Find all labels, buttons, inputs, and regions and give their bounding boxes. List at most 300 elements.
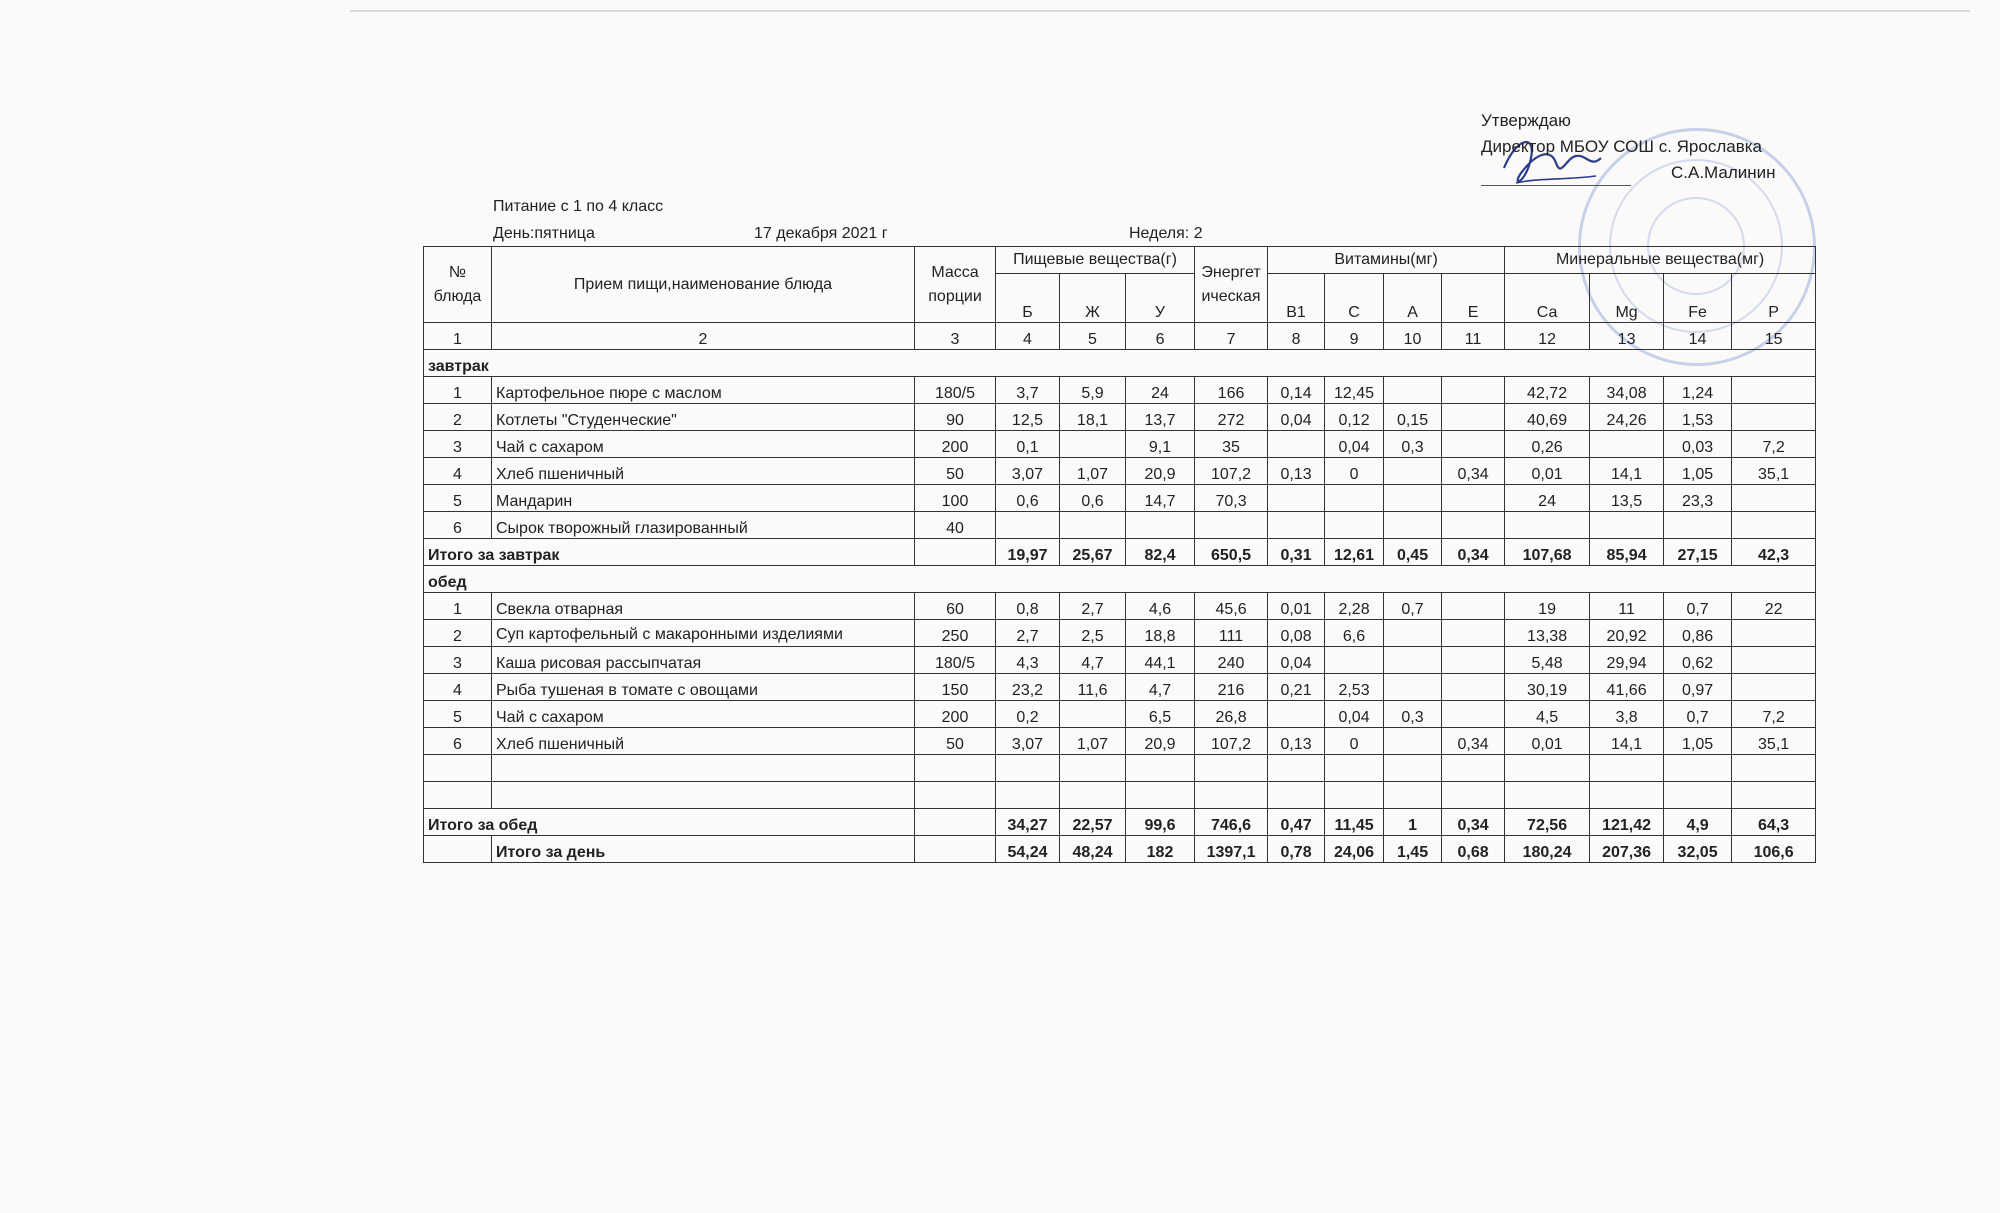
total-cell: 48,24 [1060,836,1126,863]
day-total-label: Итого за день [492,836,915,863]
table-cell: 0,6 [996,485,1060,512]
table-cell: 7,2 [1732,701,1816,728]
total-cell: 0,34 [1442,809,1505,836]
table-cell: 2 [424,620,492,647]
dish-name: Рыба тушеная в томате с овощами [492,674,915,701]
table-row [424,620,1816,647]
total-cell: 64,3 [1732,809,1816,836]
dish-name: Суп картофельный с макаронными изделиями [492,620,915,647]
table-cell: 100 [915,485,996,512]
column-number: 8 [1268,323,1325,350]
lunch-total-label: Итого за обед [424,809,915,836]
table-cell: 1,05 [1664,458,1732,485]
grades-label: Питание с 1 по 4 класс [493,198,664,215]
table-cell: 24 [1126,377,1195,404]
table-cell: 107,2 [1195,458,1268,485]
table-cell: 1,07 [1060,458,1126,485]
table-cell: 7,2 [1732,431,1816,458]
table-cell: 13,7 [1126,404,1195,431]
table-cell [1664,512,1732,539]
total-cell: 1397,1 [1195,836,1268,863]
col-header-fe: Fe [1664,274,1732,323]
table-cell: 240 [1195,647,1268,674]
table-row [424,728,1816,755]
table-cell [1505,782,1590,809]
table-cell [1325,755,1384,782]
table-cell: 6,6 [1325,620,1384,647]
table-cell [1384,674,1442,701]
approval-block [1481,108,1776,186]
table-cell: 12,5 [996,404,1060,431]
table-cell: 44,1 [1126,647,1195,674]
table-cell [996,755,1060,782]
table-cell: 0,6 [1060,485,1126,512]
table-cell: 2,7 [1060,593,1126,620]
table-cell [1268,431,1325,458]
col-header-nutrients: Пищевые вещества(г) [996,247,1195,274]
column-number: 7 [1195,323,1268,350]
total-cell: 182 [1126,836,1195,863]
table-cell: 3,07 [996,728,1060,755]
week-label: Неделя: 2 [1129,225,1203,242]
table-cell: 30,19 [1505,674,1590,701]
table-cell: 111 [1195,620,1268,647]
table-cell: 2,7 [996,620,1060,647]
table-cell [424,782,492,809]
table-cell: 5 [424,485,492,512]
col-header-b1: В1 [1268,274,1325,323]
column-number: 5 [1060,323,1126,350]
table-cell [1442,647,1505,674]
table-cell [1060,782,1126,809]
column-number: 13 [1590,323,1664,350]
table-cell [1590,755,1664,782]
table-cell [1442,593,1505,620]
table-cell [1384,512,1442,539]
total-cell: 1,45 [1384,836,1442,863]
total-cell: 32,05 [1664,836,1732,863]
column-number: 3 [915,323,996,350]
table-cell [915,755,996,782]
table-cell [1268,485,1325,512]
table-cell [1384,755,1442,782]
table-cell: 22 [1732,593,1816,620]
table-cell [1590,512,1664,539]
total-cell: 1 [1384,809,1442,836]
total-cell: 19,97 [996,539,1060,566]
table-cell: 4 [424,674,492,701]
table-cell: 60 [915,593,996,620]
table-cell: 3,07 [996,458,1060,485]
table-cell: 0,7 [1384,593,1442,620]
table-cell: 20,92 [1590,620,1664,647]
table-cell: 216 [1195,674,1268,701]
table-cell: 14,1 [1590,728,1664,755]
col-header-p: Р [1732,274,1816,323]
dish-name [492,782,915,809]
table-cell: 4,6 [1126,593,1195,620]
table-cell: 5 [424,701,492,728]
total-cell: 0,78 [1268,836,1325,863]
table-cell: 35 [1195,431,1268,458]
table-cell [1060,431,1126,458]
table-cell: 45,6 [1195,593,1268,620]
table-cell [1126,512,1195,539]
table-cell [1126,782,1195,809]
table-cell [1384,620,1442,647]
table-cell: 0,86 [1664,620,1732,647]
table-cell: 150 [915,674,996,701]
total-cell: 34,27 [996,809,1060,836]
col-header-mg: Mg [1590,274,1664,323]
dish-name: Свекла отварная [492,593,915,620]
table-row [424,404,1816,431]
table-cell: 0,03 [1664,431,1732,458]
table-cell [1732,404,1816,431]
table-cell: 0,04 [1268,404,1325,431]
table-cell: 4,7 [1060,647,1126,674]
table-cell [1442,485,1505,512]
table-cell: 180/5 [915,377,996,404]
total-cell: 207,36 [1590,836,1664,863]
total-cell: 4,9 [1664,809,1732,836]
table-cell [915,782,996,809]
table-cell: 3 [424,647,492,674]
table-cell [1268,782,1325,809]
table-cell [1442,620,1505,647]
table-cell: 23,3 [1664,485,1732,512]
total-cell: 24,06 [1325,836,1384,863]
column-number: 1 [424,323,492,350]
total-cell: 99,6 [1126,809,1195,836]
table-cell: 0 [1325,458,1384,485]
table-cell: 24 [1505,485,1590,512]
table-cell [1060,755,1126,782]
table-cell: 19 [1505,593,1590,620]
table-cell [1126,755,1195,782]
table-cell [1732,782,1816,809]
table-cell: 35,1 [1732,458,1816,485]
column-number: 9 [1325,323,1384,350]
table-row [424,458,1816,485]
table-cell: 0,26 [1505,431,1590,458]
col-header-u: У [1126,274,1195,323]
lunch-section-row [424,566,1816,593]
col-header-no: № блюда [424,247,492,323]
table-cell [1505,755,1590,782]
breakfast-section-row [424,350,1816,377]
table-cell [1060,512,1126,539]
table-cell [1195,512,1268,539]
table-cell: 23,2 [996,674,1060,701]
table-cell: 0,62 [1664,647,1732,674]
table-cell [1732,512,1816,539]
table-cell: 0,34 [1442,458,1505,485]
table-cell [1732,377,1816,404]
col-header-energy: Энергетическая [1195,247,1268,323]
dish-name [492,755,915,782]
table-cell: 26,8 [1195,701,1268,728]
dish-name: Хлеб пшеничный [492,458,915,485]
table-cell: 34,08 [1590,377,1664,404]
total-cell: 22,57 [1060,809,1126,836]
table-cell [1732,647,1816,674]
table-row [424,431,1816,458]
breakfast-total-label: Итого за завтрак [424,539,915,566]
table-cell [1195,755,1268,782]
table-cell: 0,01 [1268,593,1325,620]
table-cell: 12,45 [1325,377,1384,404]
signature-line [1481,185,1631,186]
total-cell [915,809,996,836]
column-number: 14 [1664,323,1732,350]
dish-name: Картофельное пюре с маслом [492,377,915,404]
table-cell: 4 [424,458,492,485]
dish-name: Каша рисовая рассыпчатая [492,647,915,674]
table-cell [1732,485,1816,512]
table-cell: 0,3 [1384,431,1442,458]
table-cell: 4,5 [1505,701,1590,728]
table-cell: 42,72 [1505,377,1590,404]
menu-table [423,246,1816,863]
table-cell [1442,512,1505,539]
table-cell [1384,458,1442,485]
total-cell [915,539,996,566]
column-number: 15 [1732,323,1816,350]
table-cell: 0,34 [1442,728,1505,755]
table-cell: 0,12 [1325,404,1384,431]
table-cell: 0,1 [996,431,1060,458]
table-cell: 0,8 [996,593,1060,620]
table-cell: 40,69 [1505,404,1590,431]
table-row [424,674,1816,701]
total-cell: 106,6 [1732,836,1816,863]
table-cell [1590,782,1664,809]
table-cell: 0,13 [1268,728,1325,755]
dish-name: Котлеты "Студенческие" [492,404,915,431]
table-cell [1442,755,1505,782]
total-cell: 0,31 [1268,539,1325,566]
table-cell: 0,04 [1325,431,1384,458]
total-cell: 107,68 [1505,539,1590,566]
table-cell: 1,24 [1664,377,1732,404]
table-cell [1384,647,1442,674]
table-cell: 0,13 [1268,458,1325,485]
table-cell: 2 [424,404,492,431]
table-cell: 14,7 [1126,485,1195,512]
table-cell: 1 [424,593,492,620]
dish-name: Сырок творожный глазированный [492,512,915,539]
table-cell [1590,431,1664,458]
table-cell: 0 [1325,728,1384,755]
table-row [424,512,1816,539]
table-cell [1325,485,1384,512]
table-row [424,701,1816,728]
table-cell [1325,647,1384,674]
column-number: 2 [492,323,915,350]
table-cell: 13,38 [1505,620,1590,647]
col-header-b: Б [996,274,1060,323]
table-cell [1442,782,1505,809]
table-cell: 1 [424,377,492,404]
total-cell: 12,61 [1325,539,1384,566]
table-cell [1664,782,1732,809]
table-cell: 0,7 [1664,593,1732,620]
table-cell [1268,512,1325,539]
scan-edge-line [350,10,1970,12]
table-cell: 50 [915,458,996,485]
dish-name: Хлеб пшеничный [492,728,915,755]
dish-name: Чай с сахаром [492,701,915,728]
table-cell: 40 [915,512,996,539]
total-cell: 82,4 [1126,539,1195,566]
table-cell [1664,755,1732,782]
day-total-row [424,836,1816,863]
table-cell: 4,3 [996,647,1060,674]
table-cell [1732,620,1816,647]
table-cell [996,782,1060,809]
table-cell [996,512,1060,539]
table-cell: 0,14 [1268,377,1325,404]
table-cell: 0,7 [1664,701,1732,728]
table-cell: 5,9 [1060,377,1126,404]
total-cell: 180,24 [1505,836,1590,863]
breakfast-section-label: завтрак [424,350,1816,377]
table-cell: 18,1 [1060,404,1126,431]
table-cell: 3 [424,431,492,458]
table-cell: 14,1 [1590,458,1664,485]
total-cell: 11,45 [1325,809,1384,836]
table-cell [1384,728,1442,755]
table-cell: 0,3 [1384,701,1442,728]
table-cell [1060,701,1126,728]
table-cell: 200 [915,701,996,728]
table-cell: 0,97 [1664,674,1732,701]
table-cell: 13,5 [1590,485,1664,512]
table-cell: 0,2 [996,701,1060,728]
table-cell: 107,2 [1195,728,1268,755]
table-row [424,647,1816,674]
table-cell: 250 [915,620,996,647]
table-cell: 9,1 [1126,431,1195,458]
table-cell: 180/5 [915,647,996,674]
table-cell: 4,7 [1126,674,1195,701]
total-cell: 0,68 [1442,836,1505,863]
table-cell: 200 [915,431,996,458]
col-header-e: Е [1442,274,1505,323]
table-row [424,782,1816,809]
table-cell: 35,1 [1732,728,1816,755]
col-header-a: А [1384,274,1442,323]
column-number: 10 [1384,323,1442,350]
table-cell [1384,377,1442,404]
table-cell [1442,377,1505,404]
column-number: 11 [1442,323,1505,350]
col-header-vitamins: Витамины(мг) [1268,247,1505,274]
table-cell [1268,701,1325,728]
total-cell [915,836,996,863]
breakfast-total-row [424,539,1816,566]
table-cell: 3,7 [996,377,1060,404]
table-cell: 6,5 [1126,701,1195,728]
total-cell: 54,24 [996,836,1060,863]
table-cell: 0,01 [1505,728,1590,755]
total-cell: 85,94 [1590,539,1664,566]
table-cell: 0,08 [1268,620,1325,647]
col-header-zh: Ж [1060,274,1126,323]
table-cell: 90 [915,404,996,431]
total-cell: 0,47 [1268,809,1325,836]
total-cell: 0,45 [1384,539,1442,566]
table-cell: 0,04 [1325,701,1384,728]
table-cell: 1,05 [1664,728,1732,755]
date-label: 17 декабря 2021 г [754,225,888,242]
table-cell [1325,782,1384,809]
col-header-meal: Прием пищи,наименование блюда [492,247,915,323]
table-cell: 166 [1195,377,1268,404]
table-cell: 0,15 [1384,404,1442,431]
total-cell: 650,5 [1195,539,1268,566]
table-cell [424,755,492,782]
lunch-section-label: обед [424,566,1816,593]
column-numbers-row [424,323,1816,350]
table-cell: 0,01 [1505,458,1590,485]
table-cell: 70,3 [1195,485,1268,512]
table-row [424,593,1816,620]
table-cell [1195,782,1268,809]
table-cell: 50 [915,728,996,755]
table-cell [1442,404,1505,431]
lunch-total-row [424,809,1816,836]
table-cell: 11 [1590,593,1664,620]
table-row [424,377,1816,404]
table-cell: 1,53 [1664,404,1732,431]
column-number: 6 [1126,323,1195,350]
table-cell [1268,755,1325,782]
table-cell: 20,9 [1126,728,1195,755]
total-cell: 72,56 [1505,809,1590,836]
day-label: День:пятница [493,225,595,242]
table-cell: 272 [1195,404,1268,431]
total-cell: 27,15 [1664,539,1732,566]
table-cell: 18,8 [1126,620,1195,647]
table-cell [1732,755,1816,782]
table-cell: 6 [424,512,492,539]
total-cell: 0,34 [1442,539,1505,566]
col-header-mass: Масса порции [915,247,996,323]
total-cell [424,836,492,863]
total-cell: 42,3 [1732,539,1816,566]
table-cell [1384,782,1442,809]
table-cell [1384,485,1442,512]
table-cell [1442,701,1505,728]
column-number: 12 [1505,323,1590,350]
table-cell [1442,674,1505,701]
table-row [424,755,1816,782]
table-cell [1325,512,1384,539]
table-cell: 2,5 [1060,620,1126,647]
table-cell: 1,07 [1060,728,1126,755]
table-cell: 29,94 [1590,647,1664,674]
table-cell: 41,66 [1590,674,1664,701]
table-cell: 2,53 [1325,674,1384,701]
table-cell: 5,48 [1505,647,1590,674]
table-cell: 11,6 [1060,674,1126,701]
column-number: 4 [996,323,1060,350]
table-row [424,485,1816,512]
approval-title: Утверждаю [1481,111,1571,130]
table-cell: 6 [424,728,492,755]
